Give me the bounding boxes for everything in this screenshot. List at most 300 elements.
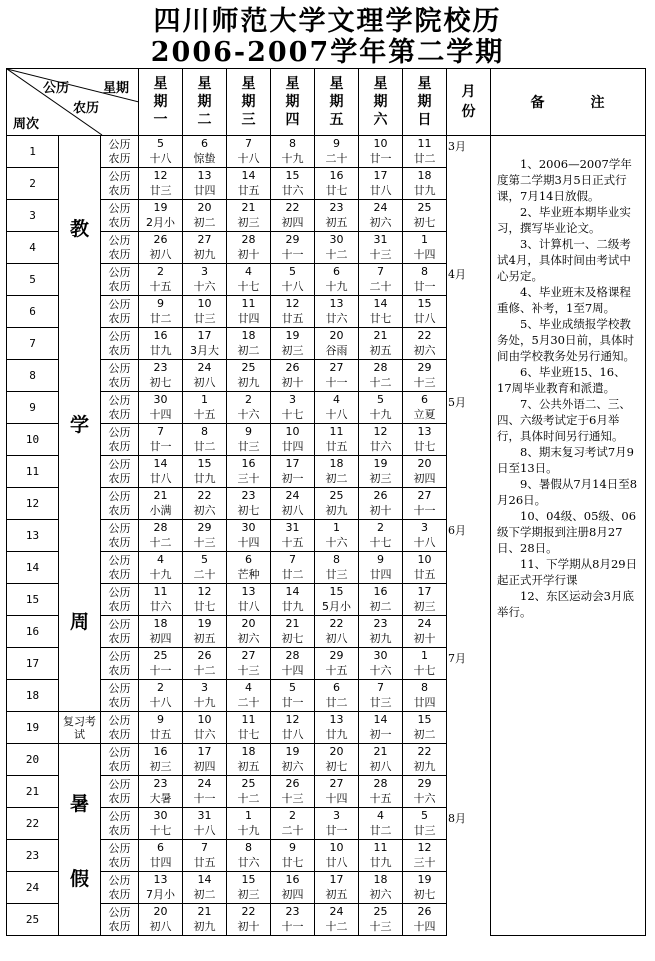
lunar-date: 初五: [325, 887, 348, 901]
solar-date: 20: [197, 200, 212, 214]
solar-date: 30: [373, 648, 388, 662]
day-cell: [183, 264, 227, 296]
remark-item: 8、期末复习考试7月9日至13日。: [497, 445, 634, 475]
solar-date: 9: [157, 296, 164, 310]
header-day-2-mid: 期: [197, 94, 212, 110]
solar-date: 25: [373, 904, 388, 918]
solar-date: 19: [285, 744, 300, 758]
day-cell: [183, 904, 227, 936]
row-labels: [101, 680, 139, 712]
solar-date: 11: [417, 136, 432, 150]
solar-date: 14: [373, 296, 388, 310]
day-cell: [359, 648, 403, 680]
solar-date: 28: [373, 776, 388, 790]
day-cell: [139, 392, 183, 424]
label-lunar: 农历: [108, 407, 131, 421]
day-cell: [183, 328, 227, 360]
lunar-date: 初八: [149, 247, 172, 261]
day-cell: [139, 840, 183, 872]
week-row: [7, 136, 646, 168]
lunar-date: 十九: [237, 823, 260, 837]
solar-date: 19: [153, 200, 168, 214]
day-cell: [315, 520, 359, 552]
calendar-subtitle: 2006-2007学年第二学期: [150, 37, 505, 68]
lunar-date: 初十: [237, 919, 260, 933]
week-number: 12: [7, 488, 59, 520]
solar-date: 17: [417, 584, 432, 598]
solar-date: 3: [201, 680, 208, 694]
lunar-date: 廿五: [325, 439, 348, 453]
day-cell: [227, 168, 271, 200]
solar-date: 19: [373, 456, 388, 470]
day-cell: [403, 488, 447, 520]
solar-date: 21: [373, 744, 388, 758]
label-solar: 公历: [108, 681, 131, 695]
phase-exam: 复习考试: [59, 712, 101, 744]
lunar-date: 二十: [325, 151, 348, 165]
phase-summer-label: [59, 765, 100, 915]
lunar-date: 初三: [281, 343, 304, 357]
label-lunar: 农历: [108, 215, 131, 229]
label-solar: 公历: [108, 329, 131, 343]
day-cell: [271, 808, 315, 840]
day-cell: [183, 616, 227, 648]
day-cell: [359, 296, 403, 328]
label-solar: 公历: [108, 457, 131, 471]
lunar-date: 十五: [149, 279, 172, 293]
label-solar: 公历: [108, 137, 131, 151]
header-day-7-bot: 日: [417, 112, 432, 128]
lunar-date: 廿二: [369, 823, 392, 837]
lunar-date: 十八: [413, 535, 436, 549]
week-number: 16: [7, 616, 59, 648]
day-cell: [227, 232, 271, 264]
day-cell: [359, 776, 403, 808]
row-labels: [101, 552, 139, 584]
day-cell: [359, 232, 403, 264]
school-calendar-table: [6, 68, 646, 936]
day-cell: [183, 200, 227, 232]
lunar-date: 廿一: [325, 823, 348, 837]
day-cell: [315, 776, 359, 808]
lunar-date: 十八: [325, 407, 348, 421]
solar-date: 16: [329, 168, 344, 182]
solar-date: 29: [417, 776, 432, 790]
header-day-4-top: 星: [285, 76, 300, 92]
month-marker: 6月: [447, 520, 491, 648]
lunar-date: 廿八: [325, 855, 348, 869]
lunar-date: 廿九: [193, 471, 216, 485]
day-cell: [139, 680, 183, 712]
day-cell: [315, 904, 359, 936]
lunar-date: 初七: [413, 215, 436, 229]
day-cell: [403, 648, 447, 680]
label-solar: 公历: [108, 521, 131, 535]
day-cell: [271, 712, 315, 744]
label-solar: 公历: [108, 425, 131, 439]
lunar-date: 初六: [369, 215, 392, 229]
remark-item: 12、东区运动会3月底举行。: [497, 589, 634, 619]
day-cell: [315, 584, 359, 616]
day-cell: [315, 168, 359, 200]
lunar-date: 十六: [369, 663, 392, 677]
day-cell: [183, 424, 227, 456]
week-number: 13: [7, 520, 59, 552]
day-cell: [139, 328, 183, 360]
day-cell: [183, 168, 227, 200]
label-solar: 公历: [108, 233, 131, 247]
lunar-date: 2月小: [146, 215, 175, 229]
header-day-7-top: 星: [417, 76, 432, 92]
week-number: 24: [7, 872, 59, 904]
label-lunar: 农历: [108, 855, 131, 869]
solar-date: 23: [373, 616, 388, 630]
lunar-date: 廿三: [193, 311, 216, 325]
solar-date: 13: [329, 296, 344, 310]
solar-date: 18: [241, 328, 256, 342]
lunar-date: 廿七: [281, 855, 304, 869]
day-cell: [271, 872, 315, 904]
solar-date: 22: [417, 328, 432, 342]
week-number: 17: [7, 648, 59, 680]
label-lunar: 农历: [108, 919, 131, 933]
day-cell: [271, 904, 315, 936]
lunar-date: 初六: [281, 759, 304, 773]
day-cell: [227, 680, 271, 712]
lunar-date: 十五: [281, 535, 304, 549]
day-cell: [183, 360, 227, 392]
lunar-date: 廿九: [369, 855, 392, 869]
day-cell: [359, 840, 403, 872]
solar-date: 3: [333, 808, 340, 822]
solar-date: 22: [197, 488, 212, 502]
lunar-date: 廿二: [413, 151, 436, 165]
solar-date: 26: [153, 232, 168, 246]
day-cell: [315, 744, 359, 776]
label-solar: 公历: [108, 201, 131, 215]
day-cell: [271, 168, 315, 200]
row-labels: [101, 648, 139, 680]
header-day-2: [183, 69, 227, 136]
lunar-date: 初五: [369, 343, 392, 357]
lunar-date: 初十: [369, 503, 392, 517]
solar-date: 11: [153, 584, 168, 598]
solar-date: 14: [285, 584, 300, 598]
solar-date: 9: [289, 840, 296, 854]
solar-date: 13: [329, 712, 344, 726]
day-cell: [359, 360, 403, 392]
lunar-date: 廿八: [149, 471, 172, 485]
solar-date: 26: [373, 488, 388, 502]
solar-date: 9: [157, 712, 164, 726]
solar-date: 28: [373, 360, 388, 374]
solar-date: 16: [153, 744, 168, 758]
day-cell: [315, 456, 359, 488]
lunar-date: 廿四: [413, 695, 436, 709]
lunar-date: 初一: [281, 471, 304, 485]
solar-date: 17: [197, 328, 212, 342]
label-lunar: 农历: [108, 887, 131, 901]
solar-date: 22: [241, 904, 256, 918]
lunar-date: 初九: [325, 503, 348, 517]
label-lunar: 农历: [108, 503, 131, 517]
lunar-date: 初三: [149, 759, 172, 773]
lunar-date: 十七: [237, 279, 260, 293]
week-number: 2: [7, 168, 59, 200]
solar-date: 14: [373, 712, 388, 726]
label-solar: 公历: [108, 489, 131, 503]
day-cell: [271, 616, 315, 648]
day-cell: [403, 520, 447, 552]
day-cell: [403, 904, 447, 936]
solar-date: 13: [241, 584, 256, 598]
lunar-date: 廿六: [369, 439, 392, 453]
lunar-date: 初九: [193, 919, 216, 933]
row-labels: [101, 776, 139, 808]
lunar-date: 十四: [237, 535, 260, 549]
day-cell: [271, 840, 315, 872]
solar-date: 18: [329, 456, 344, 470]
lunar-date: 十一: [413, 503, 436, 517]
solar-date: 1: [333, 520, 340, 534]
row-labels: [101, 904, 139, 936]
header-month-bot: 份: [461, 104, 476, 120]
lunar-date: 十二: [325, 247, 348, 261]
label-lunar: 农历: [108, 151, 131, 165]
day-cell: [359, 712, 403, 744]
lunar-date: 十三: [369, 919, 392, 933]
solar-date: 26: [417, 904, 432, 918]
remark-item: 7、公共外语二、三、四、六级考试定于6月举行，具体时间另行通知。: [497, 397, 631, 443]
day-cell: [183, 872, 227, 904]
solar-date: 21: [241, 200, 256, 214]
row-labels: [101, 200, 139, 232]
lunar-date: 初七: [325, 759, 348, 773]
solar-date: 1: [421, 232, 428, 246]
lunar-date: 初六: [413, 343, 436, 357]
lunar-date: 初九: [193, 247, 216, 261]
solar-date: 19: [197, 616, 212, 630]
lunar-date: 十一: [193, 791, 216, 805]
header-day-7-mid: 期: [417, 94, 432, 110]
solar-date: 24: [373, 200, 388, 214]
solar-date: 6: [201, 136, 208, 150]
solar-date: 3: [201, 264, 208, 278]
day-cell: [183, 552, 227, 584]
lunar-date: 十五: [325, 663, 348, 677]
lunar-date: 初六: [237, 631, 260, 645]
day-cell: [359, 904, 403, 936]
lunar-date: 十二: [369, 375, 392, 389]
solar-date: 7: [201, 840, 208, 854]
solar-date: 4: [377, 808, 384, 822]
solar-date: 31: [197, 808, 212, 822]
lunar-date: 十二: [237, 791, 260, 805]
header-day-6-mid: 期: [373, 94, 388, 110]
lunar-date: 二十: [193, 567, 216, 581]
day-cell: [139, 168, 183, 200]
day-cell: [359, 520, 403, 552]
lunar-date: 十六: [193, 279, 216, 293]
header-day-6: [359, 69, 403, 136]
header-day-5-bot: 五: [329, 112, 344, 128]
remark-item: 2、毕业班本期毕业实习，撰写毕业论文。: [497, 205, 631, 235]
header-day-3: [227, 69, 271, 136]
solar-date: 12: [285, 296, 300, 310]
solar-date: 2: [245, 392, 252, 406]
solar-date: 29: [197, 520, 212, 534]
solar-date: 23: [153, 360, 168, 374]
solar-date: 6: [333, 264, 340, 278]
solar-date: 6: [333, 680, 340, 694]
remark-item: 1、2006—2007学年度第二学期3月5日正式行课，7月14日放假。: [497, 157, 632, 203]
lunar-date: 初八: [369, 759, 392, 773]
row-labels: [101, 840, 139, 872]
solar-date: 25: [417, 200, 432, 214]
lunar-date: 5月小: [322, 599, 351, 613]
lunar-date: 十二: [149, 535, 172, 549]
lunar-date: 初七: [281, 631, 304, 645]
label-lunar: 农历: [108, 343, 131, 357]
day-cell: [227, 424, 271, 456]
solar-date: 24: [329, 904, 344, 918]
solar-date: 1: [245, 808, 252, 822]
lunar-date: 初二: [325, 471, 348, 485]
solar-date: 10: [417, 552, 432, 566]
solar-date: 10: [373, 136, 388, 150]
label-solar: 公历: [108, 745, 131, 759]
day-cell: [315, 840, 359, 872]
lunar-date: 廿一: [369, 151, 392, 165]
day-cell: [139, 232, 183, 264]
row-labels: [101, 872, 139, 904]
label-solar: 公历: [108, 585, 131, 599]
row-labels: [101, 168, 139, 200]
day-cell: [139, 616, 183, 648]
day-cell: [183, 456, 227, 488]
lunar-date: 惊蛰: [193, 151, 216, 165]
label-lunar: 农历: [108, 375, 131, 389]
header-day-2-top: 星: [197, 76, 212, 92]
solar-date: 1: [421, 648, 428, 662]
lunar-date: 十九: [281, 151, 304, 165]
lunar-date: 初二: [413, 727, 436, 741]
header-zhouci: 周次: [13, 117, 40, 132]
solar-date: 21: [197, 904, 212, 918]
day-cell: [271, 424, 315, 456]
solar-date: 9: [377, 552, 384, 566]
lunar-date: 三十: [237, 471, 260, 485]
solar-date: 8: [421, 680, 428, 694]
phase-summer: [59, 744, 101, 936]
solar-date: 18: [373, 872, 388, 886]
day-cell: [183, 840, 227, 872]
day-cell: [183, 520, 227, 552]
day-cell: [271, 264, 315, 296]
label-solar: 公历: [108, 393, 131, 407]
day-cell: [403, 232, 447, 264]
lunar-date: 廿三: [149, 183, 172, 197]
day-cell: [227, 296, 271, 328]
lunar-date: 初四: [281, 215, 304, 229]
day-cell: [359, 264, 403, 296]
solar-date: 21: [153, 488, 168, 502]
solar-date: 2: [377, 520, 384, 534]
label-solar: 公历: [108, 617, 131, 631]
day-cell: [359, 168, 403, 200]
day-cell: [315, 680, 359, 712]
label-solar: 公历: [108, 649, 131, 663]
solar-date: 27: [329, 776, 344, 790]
day-cell: [403, 264, 447, 296]
day-cell: [227, 712, 271, 744]
day-cell: [271, 488, 315, 520]
day-cell: [403, 552, 447, 584]
day-cell: [227, 552, 271, 584]
day-cell: [271, 136, 315, 168]
lunar-date: 廿三: [237, 439, 260, 453]
solar-date: 21: [373, 328, 388, 342]
day-cell: [227, 264, 271, 296]
label-lunar: 农历: [108, 631, 131, 645]
lunar-date: 廿三: [413, 823, 436, 837]
lunar-date: 廿二: [149, 311, 172, 325]
solar-date: 6: [421, 392, 428, 406]
lunar-date: 初七: [237, 503, 260, 517]
header-day-4-bot: 四: [285, 112, 300, 128]
solar-date: 17: [197, 744, 212, 758]
solar-date: 10: [329, 840, 344, 854]
solar-date: 22: [285, 200, 300, 214]
day-cell: [183, 648, 227, 680]
header-day-1-top: 星: [153, 76, 168, 92]
day-cell: [359, 808, 403, 840]
solar-date: 20: [153, 904, 168, 918]
solar-date: 30: [329, 232, 344, 246]
day-cell: [403, 680, 447, 712]
lunar-date: 初五: [193, 631, 216, 645]
lunar-date: 廿四: [193, 183, 216, 197]
day-cell: [227, 872, 271, 904]
day-cell: [271, 648, 315, 680]
month-marker: 3月: [447, 136, 491, 264]
header-nongli: 农历: [73, 101, 100, 116]
remark-item: 3、计算机一、二级考试4月，具体时间由考试中心另定。: [497, 237, 631, 283]
week-number: 5: [7, 264, 59, 296]
day-cell: [227, 488, 271, 520]
day-cell: [271, 456, 315, 488]
day-cell: [227, 136, 271, 168]
day-cell: [315, 328, 359, 360]
lunar-date: 初三: [237, 887, 260, 901]
header-gongli: 公历: [43, 81, 70, 96]
lunar-date: 十六: [413, 791, 436, 805]
solar-date: 29: [329, 648, 344, 662]
solar-date: 16: [285, 872, 300, 886]
solar-date: 10: [197, 296, 212, 310]
phase-summer-char: 暑: [69, 792, 89, 815]
day-cell: [271, 584, 315, 616]
remark-item: 5、毕业成绩报学校教务处，5月30日前，具体时间由学校教务处另行通知。: [497, 317, 635, 363]
day-cell: [271, 328, 315, 360]
day-cell: [315, 808, 359, 840]
day-cell: [271, 200, 315, 232]
header-day-4: [271, 69, 315, 136]
row-labels: [101, 232, 139, 264]
lunar-date: 大暑: [149, 791, 172, 805]
lunar-date: 初二: [369, 599, 392, 613]
day-cell: [315, 552, 359, 584]
